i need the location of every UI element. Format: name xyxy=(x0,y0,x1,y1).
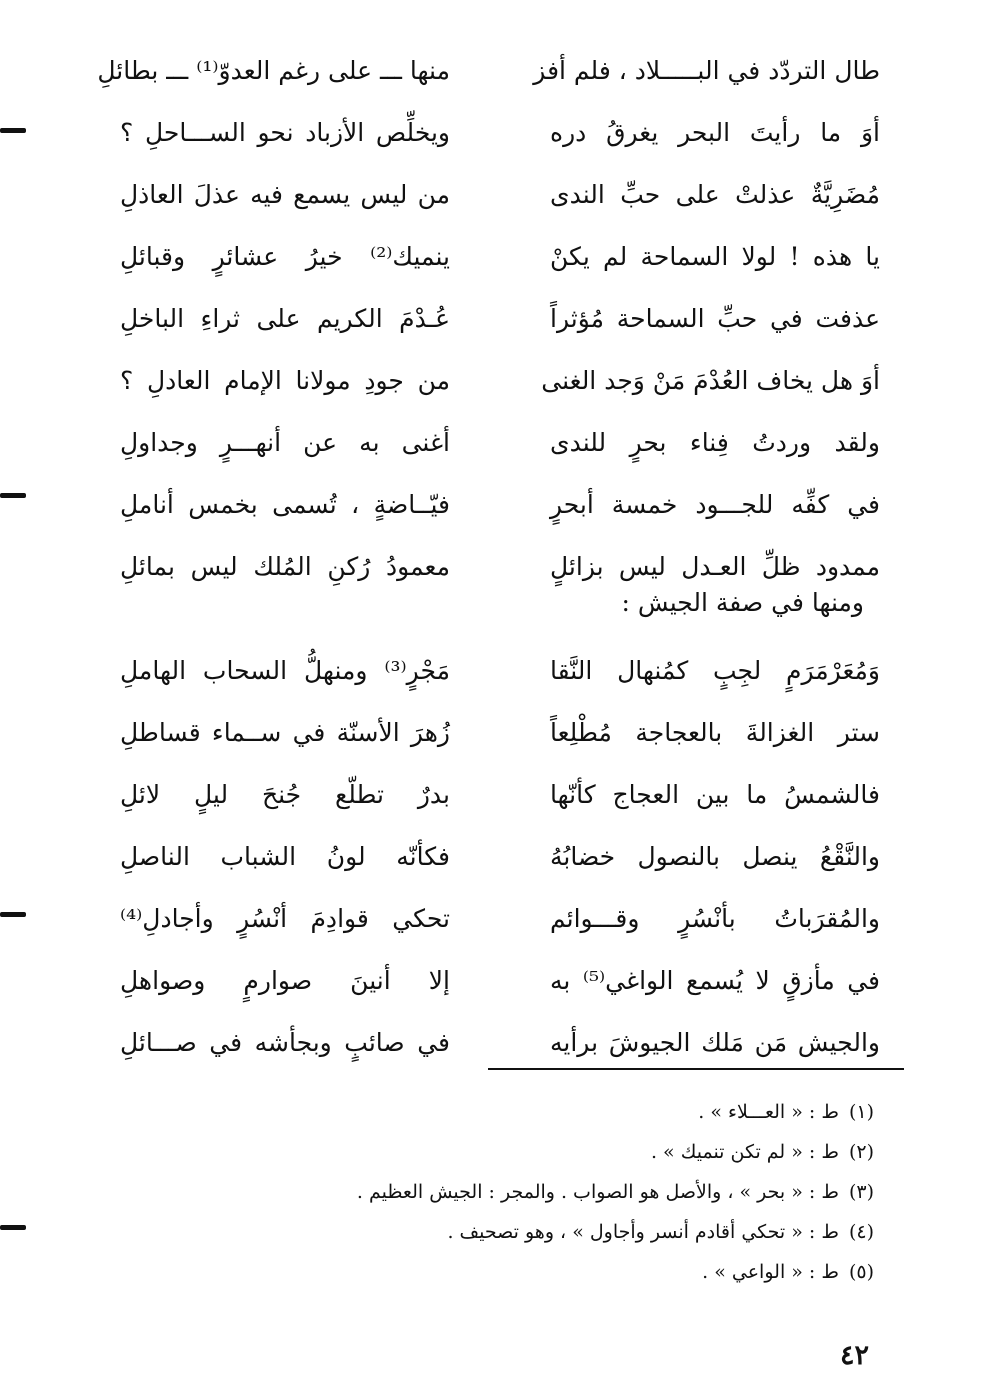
footnotes xyxy=(314,1092,874,1292)
verse-right-hemistich: أوَ ما رأيتَ البحر يغرقُ دره xyxy=(550,118,880,147)
verse-line xyxy=(120,1012,880,1074)
footnote-number: (١) xyxy=(848,1101,874,1123)
footnote xyxy=(314,1252,874,1292)
footnote xyxy=(314,1212,874,1252)
verse-right-hemistich: في مأزقٍ لا يُسمع الواغي⁽⁵⁾ به xyxy=(550,966,880,995)
verse-left-hemistich: من ليس يسمع فيه عذلَ العاذلِ xyxy=(120,180,450,209)
verse-right-hemistich: والنَّقْعُ ينصل بالنصول خضابُهُ xyxy=(550,842,880,871)
verse-line xyxy=(120,226,880,288)
footnote xyxy=(314,1092,874,1132)
section-heading: ومنها في صفة الجيش : xyxy=(621,588,864,617)
verse-right-hemistich: طال التردّد في البـــــلاد ، فلم أفز xyxy=(533,56,880,85)
verse-left-hemistich: فكأنّه لونُ الشباب الناصلِ xyxy=(120,842,450,871)
verse-line xyxy=(120,950,880,1012)
margin-mark xyxy=(0,493,26,498)
verse-right-hemistich: يا هذه ! لولا السماحة لم يكنْ xyxy=(550,242,880,271)
verse-left-hemistich: بدرٌ تطلّع جُنحَ ليلٍ لائلِ xyxy=(120,780,450,809)
page-number: ٤٢ xyxy=(840,1340,870,1371)
footnote-number: (٢) xyxy=(848,1141,874,1163)
verse-right-hemistich: في كفِّه للجـــود خمسة أبحرٍ xyxy=(550,490,880,519)
verse-left-hemistich: فيّــاضةٍ ، تُسمى بخمس أناملِ xyxy=(120,490,450,519)
margin-mark xyxy=(0,128,26,133)
verse-right-hemistich: مُضَرِيَّةٌ عذلتْ على حبِّ الندى xyxy=(550,180,880,209)
verse-line xyxy=(120,888,880,950)
verse-right-hemistich: وَمُعَرْمَرَمٍ لجِبٍ كمُنهال النَّقا xyxy=(550,656,880,685)
poem-block-2 xyxy=(120,640,880,1074)
footnote-text: ط : « بحر » ، والأصل هو الصواب . والمجر : الجيش العظيم . xyxy=(356,1181,839,1203)
footnote xyxy=(314,1172,874,1212)
verse-right-hemistich: عذفت في حبِّ السماحة مُؤثراً xyxy=(550,304,880,333)
verse-line xyxy=(120,412,880,474)
footnote-number: (٤) xyxy=(848,1221,874,1243)
verse-right-hemistich: والجيش مَن مَلك الجيوشَ برأيه xyxy=(550,1028,880,1057)
verse-right-hemistich: أوَ هل يخاف العُدْمَ مَنْ وَجد الغنى xyxy=(541,366,880,395)
verse-line xyxy=(120,764,880,826)
verse-line xyxy=(120,826,880,888)
margin-mark xyxy=(0,1225,26,1230)
verse-left-hemistich: إلا أنينَ صوارمٍ وصواهلِ xyxy=(120,966,450,995)
verse-right-hemistich: والمُقرَباتُ بأنْسُرٍ وقـــوائم xyxy=(550,904,880,933)
footnote-text: ط : « العـــلاء » . xyxy=(698,1101,839,1123)
verse-line xyxy=(120,102,880,164)
verse-right-hemistich: فالشمسُ ما بين العجاج كأنّها xyxy=(550,780,880,809)
footnote-divider xyxy=(488,1068,904,1070)
footnote-number: (٣) xyxy=(848,1181,874,1203)
verse-line xyxy=(97,40,880,102)
verse-line xyxy=(120,640,880,702)
verse-right-hemistich: ولقد وردتُ فِناء بحرٍ للندى xyxy=(550,428,880,457)
verse-right-hemistich: ممدود ظلِّ العـدل ليس بزائلٍ xyxy=(550,552,880,581)
footnote-number: (٥) xyxy=(848,1261,874,1283)
verse-left-hemistich: ويخلِّص الأزباد نحو الســـاحلِ ؟ xyxy=(120,118,450,147)
footnote-text: ط : « تحكي أقادم أنسر وأجاول » ، وهو تصحيف . xyxy=(447,1221,839,1243)
verse-line xyxy=(120,702,880,764)
verse-left-hemistich: عُـدْمَ الكريم على ثراءِ الباخلِ xyxy=(120,304,450,333)
verse-right-hemistich: ستر الغزالةَ بالعجاجة مُطْلِعاً xyxy=(550,718,880,747)
poem-block-1 xyxy=(97,40,880,598)
footnote-text: ط : « الواعي » . xyxy=(702,1261,839,1283)
footnote xyxy=(314,1132,874,1172)
verse-left-hemistich: زُهرَ الأسنّة في ســماء قساطلِ xyxy=(120,718,450,747)
verse-left-hemistich: منها ـــ على رغم العدوّ⁽¹⁾ ـــ بطائلِ xyxy=(97,56,450,85)
footnote-text: ط : « لم تكن تنميك » . xyxy=(650,1141,839,1163)
verse-left-hemistich: في صائبٍ وبجأشه في صـــائلِ xyxy=(120,1028,450,1057)
verse-line xyxy=(120,164,880,226)
verse-left-hemistich: أغنى به عن أنهـــرٍ وجداولِ xyxy=(120,428,450,457)
verse-left-hemistich: معمودُ رُكنِ المُلك ليس بمائلِ xyxy=(120,552,450,581)
verse-line xyxy=(120,288,880,350)
verse-left-hemistich: مَجْرٍ⁽³⁾ ومنهلُّ السحاب الهاملِ xyxy=(120,656,450,685)
verse-left-hemistich: ينميك⁽²⁾ خيرُ عشائرٍ وقبائلِ xyxy=(120,242,450,271)
verse-left-hemistich: تحكي قوادِمَ أنْسُرٍ وأجادلِ⁽⁴⁾ xyxy=(120,904,450,933)
verse-line xyxy=(120,474,880,536)
verse-left-hemistich: من جودِ مولانا الإمام العادلِ ؟ xyxy=(120,366,450,395)
verse-line xyxy=(120,350,880,412)
margin-mark xyxy=(0,912,26,917)
